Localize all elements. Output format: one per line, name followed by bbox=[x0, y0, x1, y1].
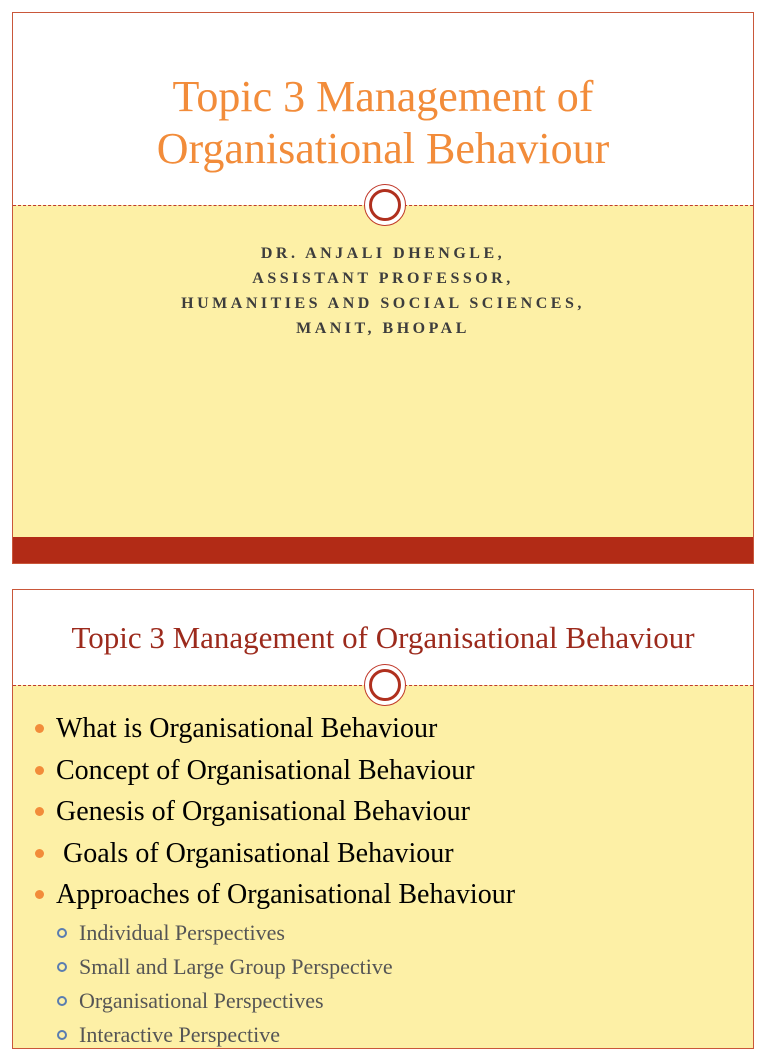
circle-ornament-icon bbox=[365, 665, 405, 705]
footer-bar bbox=[13, 537, 753, 563]
sub-list-item: Interactive Perspective bbox=[13, 1018, 753, 1049]
author-designation: ASSISTANT PROFESSOR, bbox=[13, 266, 753, 291]
sub-list-item: Individual Perspectives bbox=[13, 916, 753, 950]
circle-ornament-icon bbox=[365, 185, 405, 225]
hollow-bullet-icon bbox=[57, 1030, 67, 1040]
author-department: HUMANITIES AND SOCIAL SCIENCES, bbox=[13, 291, 753, 316]
hollow-bullet-icon bbox=[57, 962, 67, 972]
content-slide bbox=[12, 589, 754, 1049]
hollow-bullet-icon bbox=[57, 928, 67, 938]
author-block bbox=[13, 241, 753, 341]
sub-list-item: Small and Large Group Perspective bbox=[13, 950, 753, 984]
slide-title bbox=[13, 71, 753, 175]
bullet-dot-icon bbox=[35, 724, 44, 733]
slide-title-line-2: Organisational Behaviour bbox=[13, 123, 753, 175]
list-item: Concept of Organisational Behaviour bbox=[13, 750, 753, 792]
hollow-bullet-icon bbox=[57, 996, 67, 1006]
bullet-list bbox=[13, 708, 753, 1049]
author-institute: MANIT, BHOPAL bbox=[13, 316, 753, 341]
list-item: Goals of Organisational Behaviour bbox=[13, 833, 753, 875]
list-item: What is Organisational Behaviour bbox=[13, 708, 753, 750]
bullet-dot-icon bbox=[35, 766, 44, 775]
list-item: Genesis of Organisational Behaviour bbox=[13, 791, 753, 833]
bullet-dot-icon bbox=[35, 890, 44, 899]
bullet-dot-icon bbox=[35, 849, 44, 858]
bullet-dot-icon bbox=[35, 807, 44, 816]
slide-title-line-1: Topic 3 Management of bbox=[13, 71, 753, 123]
title-area bbox=[13, 13, 753, 205]
list-item: Approaches of Organisational Behaviour bbox=[13, 874, 753, 916]
title-slide bbox=[12, 12, 754, 564]
slide-title: Topic 3 Management of Organisational Behaviour bbox=[13, 618, 753, 658]
sub-list-item: Organisational Perspectives bbox=[13, 984, 753, 1018]
author-name: DR. ANJALI DHENGLE, bbox=[13, 241, 753, 266]
